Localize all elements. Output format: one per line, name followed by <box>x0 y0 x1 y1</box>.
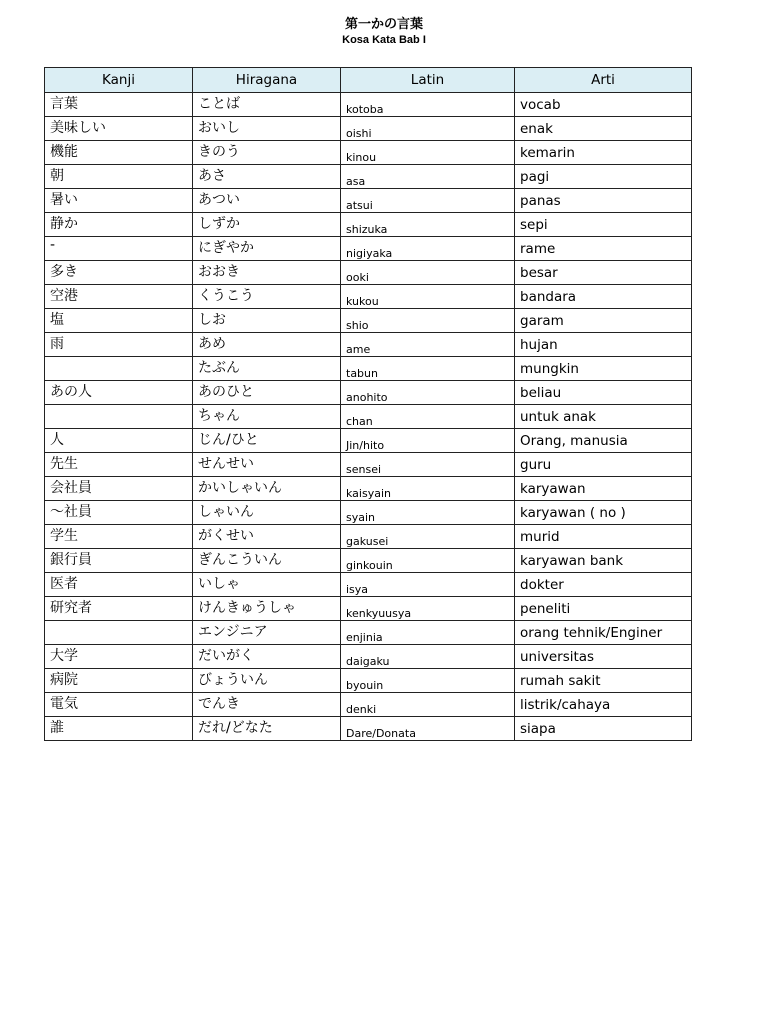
hiragana-cell: あのひと <box>193 381 341 405</box>
arti-cell: siapa <box>515 717 692 741</box>
table-row <box>45 525 692 549</box>
kanji-cell: 研究者 <box>45 597 193 621</box>
table-row <box>45 333 692 357</box>
table-row <box>45 621 692 645</box>
latin-cell: atsui <box>341 189 515 213</box>
kanji-cell: 人 <box>45 429 193 453</box>
latin-cell: anohito <box>341 381 515 405</box>
kanji-cell <box>45 357 193 381</box>
kanji-cell: 美味しい <box>45 117 193 141</box>
latin-cell: kaisyain <box>341 477 515 501</box>
table-row <box>45 165 692 189</box>
latin-cell: ame <box>341 333 515 357</box>
latin-cell: chan <box>341 405 515 429</box>
arti-cell: karyawan ( no ) <box>515 501 692 525</box>
table-row <box>45 381 692 405</box>
hiragana-cell: あめ <box>193 333 341 357</box>
latin-cell: sensei <box>341 453 515 477</box>
table-row <box>45 213 692 237</box>
kanji-cell: あの人 <box>45 381 193 405</box>
hiragana-cell: だれ/どなた <box>193 717 341 741</box>
arti-cell: dokter <box>515 573 692 597</box>
arti-cell: mungkin <box>515 357 692 381</box>
table-row <box>45 405 692 429</box>
hiragana-cell: せんせい <box>193 453 341 477</box>
arti-cell: rumah sakit <box>515 669 692 693</box>
latin-cell: Dare/Donata <box>341 717 515 741</box>
table-row <box>45 693 692 717</box>
column-header-arti: Arti <box>515 68 692 93</box>
column-header-latin: Latin <box>341 68 515 93</box>
hiragana-cell: じん/ひと <box>193 429 341 453</box>
arti-cell: garam <box>515 309 692 333</box>
latin-cell: enjinia <box>341 621 515 645</box>
arti-cell: sepi <box>515 213 692 237</box>
arti-cell: beliau <box>515 381 692 405</box>
latin-cell: byouin <box>341 669 515 693</box>
hiragana-cell: けんきゅうしゃ <box>193 597 341 621</box>
latin-cell: Jin/hito <box>341 429 515 453</box>
kanji-cell: 朝 <box>45 165 193 189</box>
kanji-cell: 言葉 <box>45 93 193 117</box>
document-header <box>0 17 768 47</box>
column-header-hiragana: Hiragana <box>193 68 341 93</box>
arti-cell: kemarin <box>515 141 692 165</box>
kanji-cell: 暑い <box>45 189 193 213</box>
kanji-cell: 多き <box>45 261 193 285</box>
arti-cell: Orang, manusia <box>515 429 692 453</box>
arti-cell: rame <box>515 237 692 261</box>
column-header-kanji: Kanji <box>45 68 193 93</box>
hiragana-cell: くうこう <box>193 285 341 309</box>
arti-cell: murid <box>515 525 692 549</box>
kanji-cell <box>45 405 193 429</box>
hiragana-cell: あさ <box>193 165 341 189</box>
kanji-cell: 銀行員 <box>45 549 193 573</box>
hiragana-cell: たぶん <box>193 357 341 381</box>
table-row <box>45 645 692 669</box>
hiragana-cell: かいしゃいん <box>193 477 341 501</box>
table-row <box>45 573 692 597</box>
hiragana-cell: しずか <box>193 213 341 237</box>
kanji-cell: 電気 <box>45 693 193 717</box>
hiragana-cell: にぎやか <box>193 237 341 261</box>
kanji-cell: 雨 <box>45 333 193 357</box>
latin-cell: ooki <box>341 261 515 285</box>
table-row <box>45 669 692 693</box>
arti-cell: vocab <box>515 93 692 117</box>
arti-cell: karyawan <box>515 477 692 501</box>
table-row <box>45 261 692 285</box>
arti-cell: guru <box>515 453 692 477</box>
kanji-cell: 大学 <box>45 645 193 669</box>
kanji-cell: 会社員 <box>45 477 193 501</box>
hiragana-cell: ぎんこういん <box>193 549 341 573</box>
table-row <box>45 549 692 573</box>
table-row <box>45 477 692 501</box>
latin-cell: kukou <box>341 285 515 309</box>
kanji-cell: ～社員 <box>45 501 193 525</box>
hiragana-cell: ちゃん <box>193 405 341 429</box>
hiragana-cell: しお <box>193 309 341 333</box>
arti-cell: listrik/cahaya <box>515 693 692 717</box>
hiragana-cell: エンジニア <box>193 621 341 645</box>
latin-cell: gakusei <box>341 525 515 549</box>
table-row <box>45 93 692 117</box>
latin-cell: kinou <box>341 141 515 165</box>
arti-cell: pagi <box>515 165 692 189</box>
table-row <box>45 141 692 165</box>
latin-cell: syain <box>341 501 515 525</box>
hiragana-cell: びょういん <box>193 669 341 693</box>
latin-cell: oishi <box>341 117 515 141</box>
table-header-row <box>45 68 692 93</box>
kanji-cell <box>45 621 193 645</box>
arti-cell: universitas <box>515 645 692 669</box>
hiragana-cell: ことば <box>193 93 341 117</box>
latin-cell: tabun <box>341 357 515 381</box>
vocabulary-table <box>44 67 692 741</box>
arti-cell: peneliti <box>515 597 692 621</box>
arti-cell: karyawan bank <box>515 549 692 573</box>
table-row <box>45 453 692 477</box>
page-subtitle: Kosa Kata Bab I <box>342 34 426 46</box>
kanji-cell: 病院 <box>45 669 193 693</box>
kanji-cell: 空港 <box>45 285 193 309</box>
kanji-cell: 学生 <box>45 525 193 549</box>
hiragana-cell: きのう <box>193 141 341 165</box>
arti-cell: untuk anak <box>515 405 692 429</box>
arti-cell: bandara <box>515 285 692 309</box>
latin-cell: denki <box>341 693 515 717</box>
latin-cell: daigaku <box>341 645 515 669</box>
table-row <box>45 429 692 453</box>
latin-cell: shizuka <box>341 213 515 237</box>
kanji-cell: 医者 <box>45 573 193 597</box>
kanji-cell: 先生 <box>45 453 193 477</box>
hiragana-cell: おいし <box>193 117 341 141</box>
hiragana-cell: あつい <box>193 189 341 213</box>
arti-cell: panas <box>515 189 692 213</box>
hiragana-cell: だいがく <box>193 645 341 669</box>
arti-cell: hujan <box>515 333 692 357</box>
latin-cell: nigiyaka <box>341 237 515 261</box>
hiragana-cell: おおき <box>193 261 341 285</box>
table-row <box>45 117 692 141</box>
latin-cell: isya <box>341 573 515 597</box>
table-row <box>45 285 692 309</box>
kanji-cell: - <box>45 237 193 261</box>
table-row <box>45 501 692 525</box>
table-row <box>45 237 692 261</box>
kanji-cell: 塩 <box>45 309 193 333</box>
latin-cell: kenkyuusya <box>341 597 515 621</box>
page-title: 第一かの言葉 <box>344 17 423 32</box>
table-row <box>45 189 692 213</box>
hiragana-cell: しゃいん <box>193 501 341 525</box>
arti-cell: besar <box>515 261 692 285</box>
latin-cell: shio <box>341 309 515 333</box>
arti-cell: enak <box>515 117 692 141</box>
kanji-cell: 機能 <box>45 141 193 165</box>
hiragana-cell: がくせい <box>193 525 341 549</box>
table-row <box>45 309 692 333</box>
latin-cell: asa <box>341 165 515 189</box>
latin-cell: kotoba <box>341 93 515 117</box>
table-row <box>45 717 692 741</box>
hiragana-cell: いしゃ <box>193 573 341 597</box>
latin-cell: ginkouin <box>341 549 515 573</box>
table-row <box>45 597 692 621</box>
kanji-cell: 静か <box>45 213 193 237</box>
table-body <box>45 93 692 741</box>
arti-cell: orang tehnik/Enginer <box>515 621 692 645</box>
hiragana-cell: でんき <box>193 693 341 717</box>
kanji-cell: 誰 <box>45 717 193 741</box>
table-row <box>45 357 692 381</box>
